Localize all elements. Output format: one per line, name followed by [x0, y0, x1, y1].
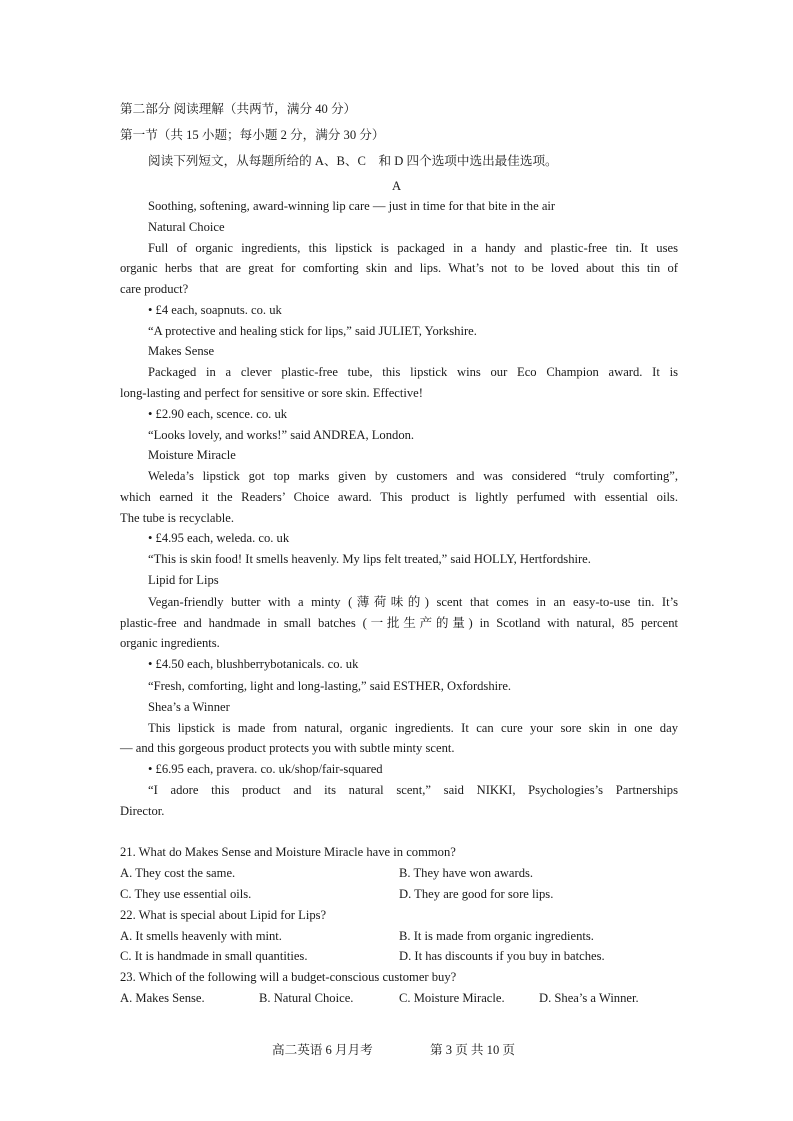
product-desc-line: care product? — [120, 282, 189, 296]
footer-exam-title: 高二英语 6 月月考 — [272, 1043, 373, 1057]
instruction: 阅读下列短文，从每题所给的 A、B、C 和 D 四个选项中选出最佳选项。 — [148, 154, 558, 168]
product-quote: “Looks lovely, and works!” said ANDREA, London. — [148, 428, 415, 442]
question-option: B. Natural Choice. — [259, 991, 354, 1005]
product-desc-line: organic herbs that are great for comforting skin and lips. What’s not to be loved about this tin of — [120, 261, 678, 275]
product-desc-line: long-lasting and perfect for sensitive or sore skin. Effective! — [120, 386, 423, 400]
question-option: D. It has discounts if you buy in batches. — [399, 949, 605, 963]
question-option: D. Shea’s a Winner. — [539, 991, 639, 1005]
product-name: Makes Sense — [148, 344, 215, 358]
product-name: Natural Choice — [148, 220, 225, 234]
product-price: • £4 each, soapnuts. co. uk — [148, 303, 282, 317]
product-name: Shea’s a Winner — [148, 700, 230, 714]
question-stem: 23. Which of the following will a budget-conscious customer buy? — [120, 970, 457, 984]
product-desc-line: — and this gorgeous product protects you with subtle minty scent. — [120, 741, 455, 755]
question-option: A. Makes Sense. — [120, 991, 205, 1005]
question-option: D. They are good for sore lips. — [399, 887, 554, 901]
product-quote: “Fresh, comforting, light and long-lasting,” said ESTHER, Oxfordshire. — [148, 679, 512, 693]
product-quote: “A protective and healing stick for lips,” said JULIET, Yorkshire. — [148, 324, 477, 338]
question-stem: 22. What is special about Lipid for Lips? — [120, 908, 327, 922]
product-price: • £4.95 each, weleda. co. uk — [148, 531, 290, 545]
footer-page-number: 第 3 页 共 10 页 — [430, 1043, 516, 1057]
product-desc-line: The tube is recyclable. — [120, 511, 234, 525]
product-price: • £2.90 each, scence. co. uk — [148, 407, 288, 421]
product-desc-line: Weleda’s lipstick got top marks given by customers and was considered “truly comforting”, — [148, 469, 678, 483]
product-desc-line: which earned it the Readers’ Choice award. This product is lightly perfumed with essential oils. — [120, 490, 678, 504]
product-price: • £6.95 each, pravera. co. uk/shop/fair-squared — [148, 762, 383, 776]
question-option: C. Moisture Miracle. — [399, 991, 505, 1005]
question-option: C. They use essential oils. — [120, 887, 252, 901]
question-option: C. It is handmade in small quantities. — [120, 949, 308, 963]
product-quote: “This is skin food! It smells heavenly. My lips felt treated,” said HOLLY, Hertfordshire. — [148, 552, 591, 566]
product-desc-line: Packaged in a clever plastic-free tube, this lipstick wins our Eco Champion award. It is — [148, 365, 678, 379]
product-desc-line: organic ingredients. — [120, 636, 220, 650]
product-desc-line: Full of organic ingredients, this lipstick is packaged in a handy and plastic-free tin. It uses — [148, 241, 678, 255]
product-name: Moisture Miracle — [148, 448, 236, 462]
part-heading: 第二部分 阅读理解（共两节，满分 40 分） — [120, 102, 357, 116]
question-option: A. They cost the same. — [120, 866, 236, 880]
product-desc-line: Vegan-friendly butter with a minty (薄荷味的) scent that comes in an easy-to-use tin. It’s — [148, 595, 678, 609]
product-price: • £4.50 each, blushberrybotanicals. co. uk — [148, 657, 359, 671]
passage-intro: Soothing, softening, award-winning lip care — just in time for that bite in the air — [148, 199, 556, 213]
product-quote: Director. — [120, 804, 165, 818]
question-option: B. It is made from organic ingredients. — [399, 929, 594, 943]
question-option: A. It smells heavenly with mint. — [120, 929, 282, 943]
product-quote: “I adore this product and its natural scent,” said NIKKI, Psychologies’s Partnerships — [148, 783, 678, 797]
question-stem: 21. What do Makes Sense and Moisture Miracle have in common? — [120, 845, 456, 859]
question-option: B. They have won awards. — [399, 866, 534, 880]
product-desc-line: This lipstick is made from natural, organic ingredients. It can cure your sore skin in one day — [148, 721, 678, 735]
passage-letter: A — [391, 179, 402, 193]
product-name: Lipid for Lips — [148, 573, 219, 587]
section-heading: 第一节（共 15 小题；每小题 2 分，满分 30 分） — [120, 128, 385, 142]
product-desc-line: plastic-free and handmade in small batches (一批生产的量) in Scotland with natural, 85 percent — [120, 616, 678, 630]
